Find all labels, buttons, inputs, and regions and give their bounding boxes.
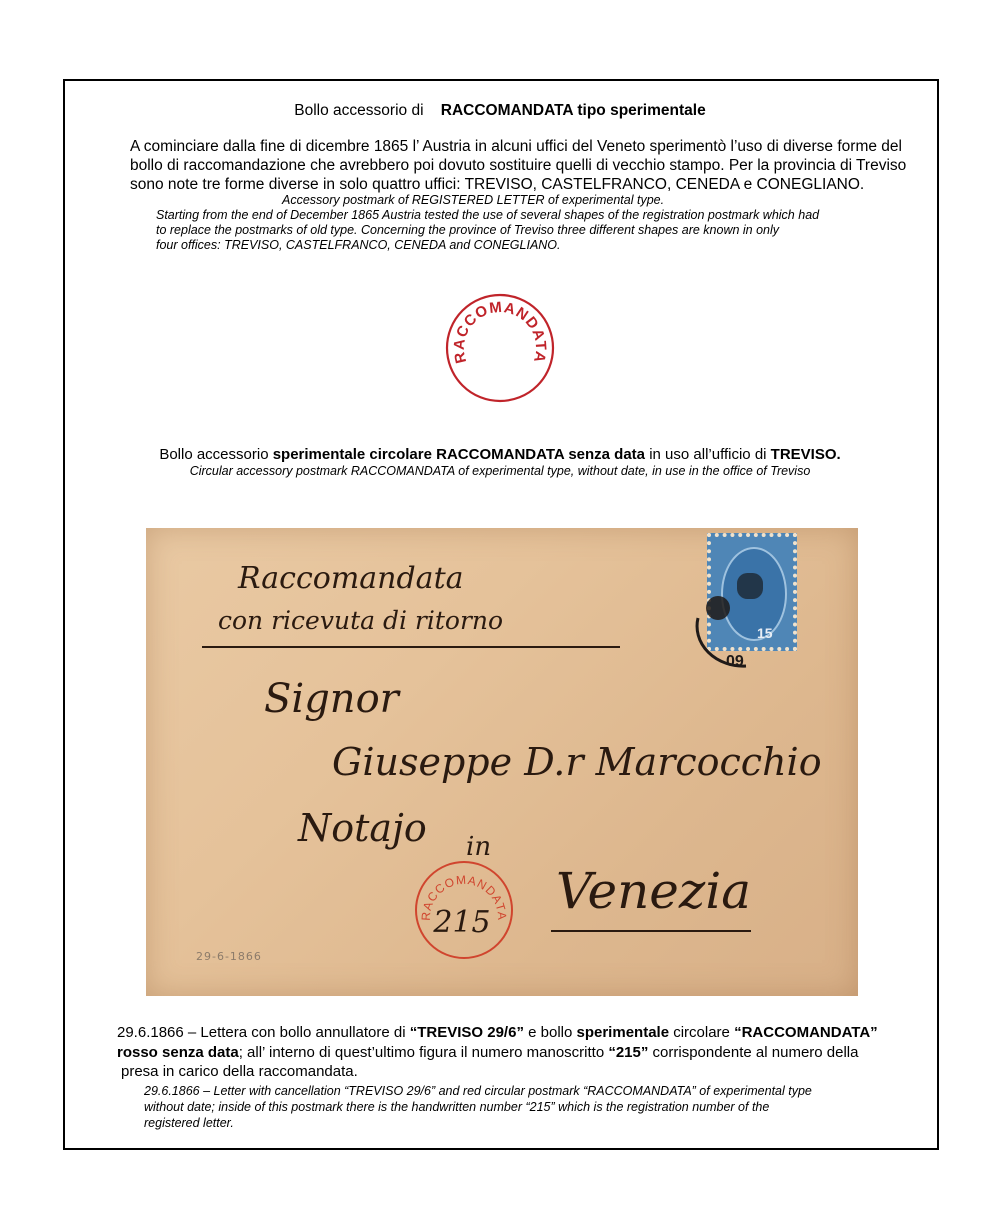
caption-2-l2-a: rosso senza data (117, 1044, 239, 1061)
intro-it-line-3: sono note tre forme diverse in solo quattro uffici: TREVISO, CASTELFRANCO, CENEDA e CONEGLIANO. (130, 176, 865, 193)
intro-en-line-3: to replace the postmarks of old type. Concerning the province of Treviso three different shapes are known in only (156, 223, 780, 237)
intro-it-line-1: A cominciare dalla fine di dicembre 1865 l’ Austria in alcuni uffici del Veneto sperimentò l’uso di diverse forme del (130, 138, 902, 155)
postmark-example-text: RACCOMANDATA (450, 298, 550, 365)
caption-1-it-a: Bollo accessorio (159, 446, 273, 463)
caption-2-line-3: presa in carico della raccomandata. (121, 1063, 358, 1080)
caption-2-en-line-1: 29.6.1866 – Letter with cancellation “TREVISO 29/6” and red circular postmark “RACCOMANDATA” of experimental type (144, 1084, 812, 1098)
stamp-value: 15 (757, 625, 773, 641)
caption-2-line-2 (117, 1044, 858, 1061)
envelope-line-signor: Signor (264, 676, 399, 722)
caption-2-en-line-3: registered letter. (144, 1116, 234, 1130)
caption-1-it-c: in uso all’ufficio di (645, 446, 771, 463)
caption-2-l1-d: sperimentale (576, 1024, 670, 1041)
envelope-underline (202, 646, 620, 648)
caption-2-l1-b: “TREVISO 29/6” (409, 1024, 524, 1041)
envelope-line-recipient: Giuseppe D.r Marcocchio (332, 740, 822, 784)
caption-1-it-b: sperimentale circolare RACCOMANDATA senza data (272, 446, 646, 463)
caption-2-l2-b: ; all’ interno di quest’ultimo figura il numero manoscritto (238, 1044, 609, 1061)
red-raccomandata-stamp (410, 856, 518, 964)
cancel-text: 09 (726, 653, 744, 670)
intro-it-line-2: bollo di raccomandazione che avrebbero poi dovuto sostituire quelli di vecchio stampo. Per la provincia di Treviso (130, 157, 907, 174)
caption-1-it-d: TREVISO. (770, 446, 841, 463)
caption-1-en: Circular accessory postmark RACCOMANDATA of experimental type, without date, in use in the office of Treviso (189, 464, 811, 478)
pencil-date: 29-6-1866 (196, 950, 262, 963)
caption-2-l1-e: circolare (669, 1024, 735, 1041)
envelope-line-notajo: Notajo (298, 806, 427, 850)
intro-en-line-1: Accessory postmark of REGISTERED LETTER of experimental type. (282, 193, 665, 207)
envelope-underline-2 (551, 930, 751, 932)
page-title (0, 102, 1000, 120)
caption-2-line-1 (117, 1024, 878, 1041)
envelope-line-ricevuta: con ricevuta di ritorno (218, 606, 504, 635)
raccomandata-postmark-example (442, 290, 558, 406)
caption-2-l1-f: “RACCOMANDATA” (734, 1024, 878, 1041)
red-stamp-text: RACCOMANDATA (418, 872, 510, 922)
envelope-line-in: in (466, 832, 492, 862)
red-stamp-number: 215 (433, 905, 491, 940)
caption-2-en-line-2: without date; inside of this postmark there is the handwritten number “215” which is the registration number of the (144, 1100, 770, 1114)
caption-2-l2-d: corrispondente al numero della (648, 1044, 859, 1061)
caption-1-it (0, 446, 1000, 463)
intro-en-line-4: four offices: TREVISO, CASTELFRANCO, CENEDA and CONEGLIANO. (156, 238, 561, 252)
caption-2-l1-a: 29.6.1866 – Lettera con bollo annullatore di (117, 1024, 410, 1041)
intro-en-line-2: Starting from the end of December 1865 Austria tested the use of several shapes of the registration postmark which had (156, 208, 820, 222)
title-bold: RACCOMANDATA tipo sperimentale (440, 102, 706, 119)
envelope-line-raccomandata: Raccomandata (238, 561, 464, 596)
caption-2-l2-c: “215” (608, 1044, 649, 1061)
caption-2-l1-c: e bollo (523, 1024, 577, 1041)
envelope-line-venezia: Venezia (556, 862, 752, 920)
title-prefix: Bollo accessorio di (294, 102, 424, 119)
treviso-cancellation (686, 588, 796, 672)
